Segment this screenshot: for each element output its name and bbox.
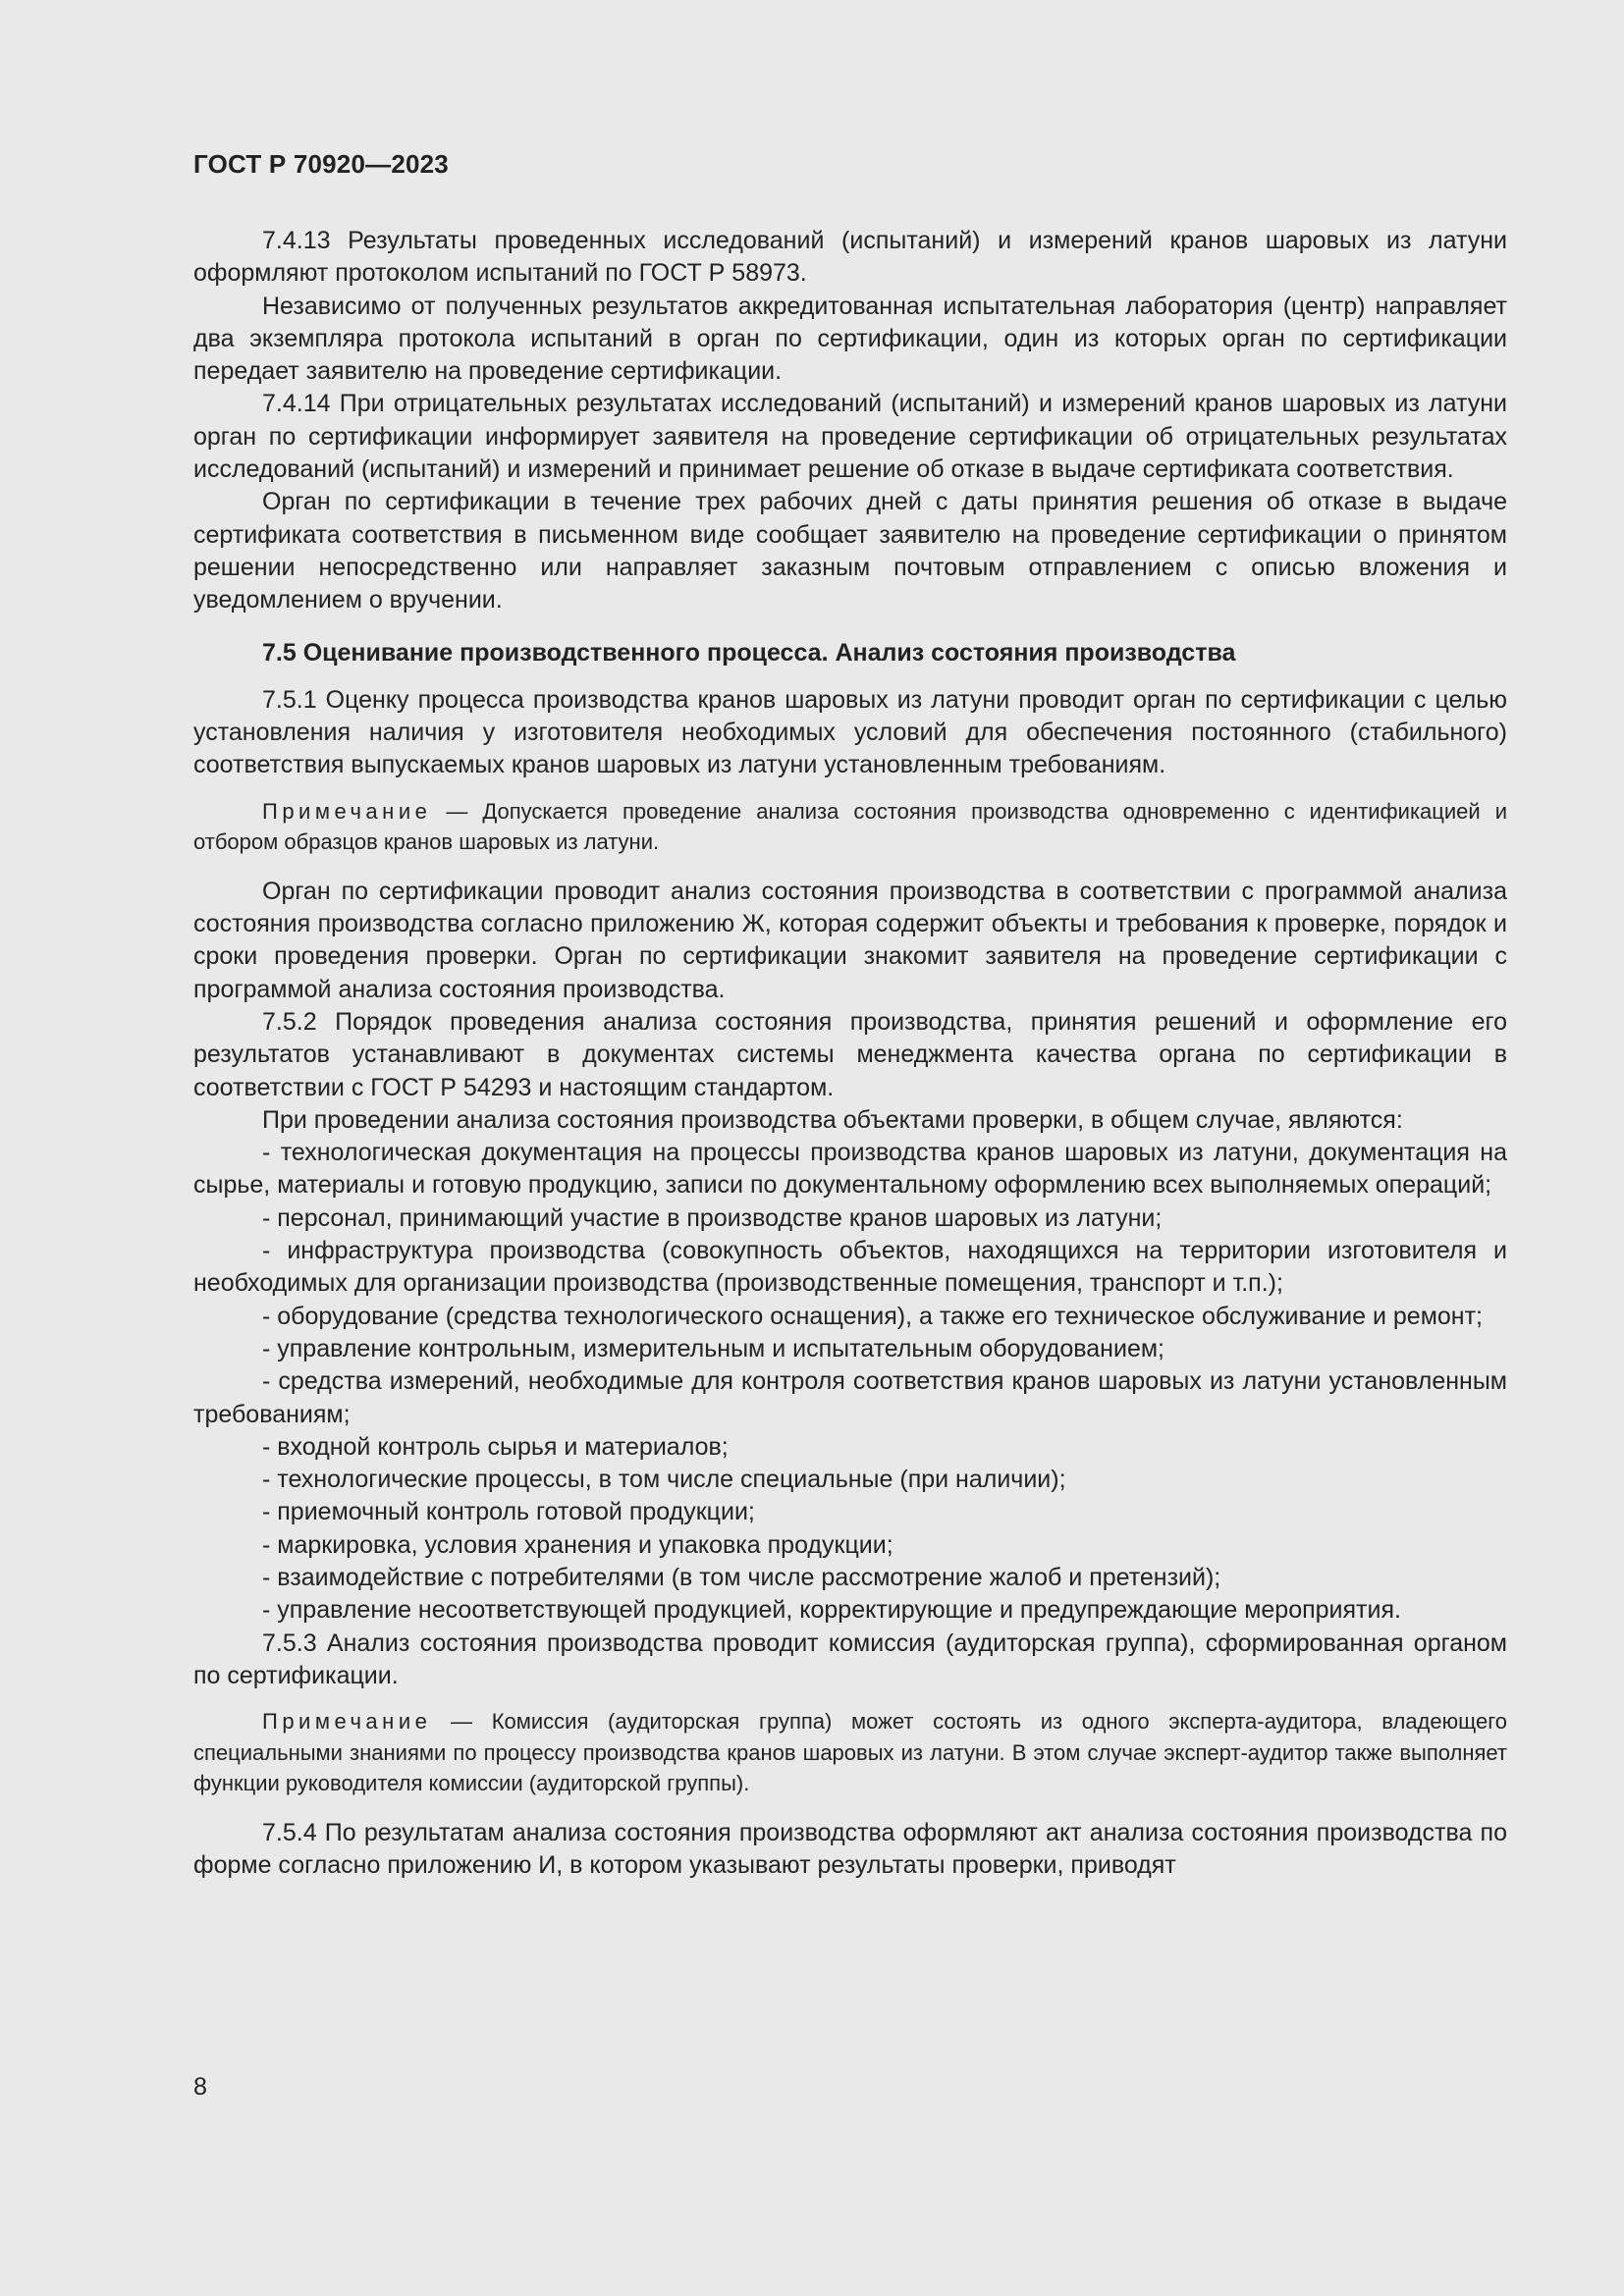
list-item: - взаимодействие с потребителями (в том числе рассмотрение жалоб и претензий); bbox=[262, 1563, 1221, 1591]
note-label: Примечание bbox=[262, 1709, 432, 1735]
list-item: - маркировка, условия хранения и упаковка продукции; bbox=[262, 1530, 893, 1559]
list-item: - управление несоответствующей продукцией, корректирующие и предупреждающие мероприятия. bbox=[262, 1596, 1401, 1625]
paragraph-7-5-1: 7.5.1 Оценку процесса производства кранов шаровых из латуни проводит орган по сертификации с целью установления наличия у изготовителя необходимых условий для обеспечения постоянного (стабильного) соответствия выпускаемых кранов шаровых из латуни установленным требованиям. bbox=[193, 685, 1507, 779]
paragraph: При проведении анализа состояния производства объектами проверки, в общем случае, являются: bbox=[262, 1105, 1403, 1134]
note bbox=[193, 796, 1507, 858]
paragraph-7-4-13: 7.4.13 Результаты проведенных исследований (испытаний) и измерений кранов шаровых из латуни оформляют протоколом испытаний по ГОСТ Р 58973. bbox=[193, 227, 1507, 288]
note-label: Примечание bbox=[262, 798, 432, 824]
note-text: Допускается проведение анализа состояния производства одновременно с идентификацией и отбором образцов кранов шаровых из латуни. bbox=[193, 798, 1507, 855]
list-item: - управление контрольным, измерительным и испытательным оборудованием; bbox=[262, 1334, 1164, 1362]
list-item: - приемочный контроль готовой продукции; bbox=[262, 1498, 755, 1526]
list-item: - технологическая документация на процессы производства кранов шаровых из латуни, документация на сырье, материалы и готовую продукцию, записи по документальному оформлению всех выполняемых операций; bbox=[193, 1139, 1507, 1200]
list-item: - персонал, принимающий участие в производстве кранов шаровых из латуни; bbox=[262, 1203, 1163, 1232]
note-text: Комиссия (аудиторская группа) может состоять из одного эксперта-аудитора, владеющего специальными знаниями по процессу производства кранов шаровых из латуни. В этом случае эксперт-аудитор также выполняет функции руководителя комиссии (аудиторской группы). bbox=[193, 1709, 1507, 1796]
paragraph-7-5-4: 7.5.4 По результатам анализа состояния производства оформляют акт анализа состояния производства по форме согласно приложению И, в котором указывают результаты проверки, приводят bbox=[193, 1818, 1507, 1879]
section-heading-7-5: 7.5 Оценивание производственного процесса. Анализ состояния производства bbox=[262, 638, 1236, 667]
list-item: - инфраструктура производства (совокупность объектов, находящихся на территории изготовителя и необходимых для организации производства (производственные помещения, транспорт и т.п.); bbox=[193, 1237, 1507, 1298]
paragraph: Орган по сертификации проводит анализ состояния производства в соответствии с программой анализа состояния производства согласно приложению Ж, которая содержит объекты и требования к проверке, порядок и сроки проведения проверки. Орган по сертификации знакомит заявителя на проведение сертификации с программой анализа состояния производства. bbox=[193, 877, 1507, 1003]
list-item: - оборудование (средства технологического оснащения), а также его техническое обслуживание и ремонт; bbox=[262, 1302, 1484, 1330]
document-body bbox=[193, 225, 1507, 1882]
note bbox=[193, 1706, 1507, 1799]
note-dash: — bbox=[431, 1709, 492, 1735]
paragraph-7-4-14: 7.4.14 При отрицательных результатах исследований (испытаний) и измерений кранов шаровых из латуни орган по сертификации информирует заявителя на проведение сертификации об отрицательных результатах исследований (испытаний) и измерений и принимает решение об отказе в выдаче сертификата соответствия. bbox=[193, 390, 1507, 484]
list-item: - средства измерений, необходимые для контроля соответствия кранов шаровых из латуни установленным требованиям; bbox=[193, 1367, 1507, 1428]
paragraph-7-5-2: 7.5.2 Порядок проведения анализа состояния производства, принятия решений и оформление его результатов устанавливают в документах системы менеджмента качества органа по сертификации в соответствии с ГОСТ Р 54293 и настоящим стандартом. bbox=[193, 1007, 1507, 1101]
page-number: 8 bbox=[193, 2073, 207, 2101]
document-header: ГОСТ Р 70920—2023 bbox=[193, 149, 449, 179]
list-item: - входной контроль сырья и материалов; bbox=[262, 1432, 729, 1461]
paragraph: Независимо от полученных результатов аккредитованная испытательная лаборатория (центр) направляет два экземпляра протокола испытаний в орган по сертификации, один из которых орган по сертификации передает заявителю на проведение сертификации. bbox=[193, 292, 1507, 386]
list-item: - технологические процессы, в том числе специальные (при наличии); bbox=[262, 1466, 1066, 1494]
paragraph-7-5-3: 7.5.3 Анализ состояния производства проводит комиссия (аудиторская группа), сформированная органом по сертификации. bbox=[193, 1629, 1507, 1689]
note-dash: — bbox=[431, 798, 483, 824]
paragraph: Орган по сертификации в течение трех рабочих дней с даты принятия решения об отказе в выдаче сертификата соответствия в письменном виде сообщает заявителю на проведение сертификации о принятом решении непосредственно или направляет заказным почтовым отправлением с описью вложения и уведомлением о вручении. bbox=[193, 488, 1507, 614]
